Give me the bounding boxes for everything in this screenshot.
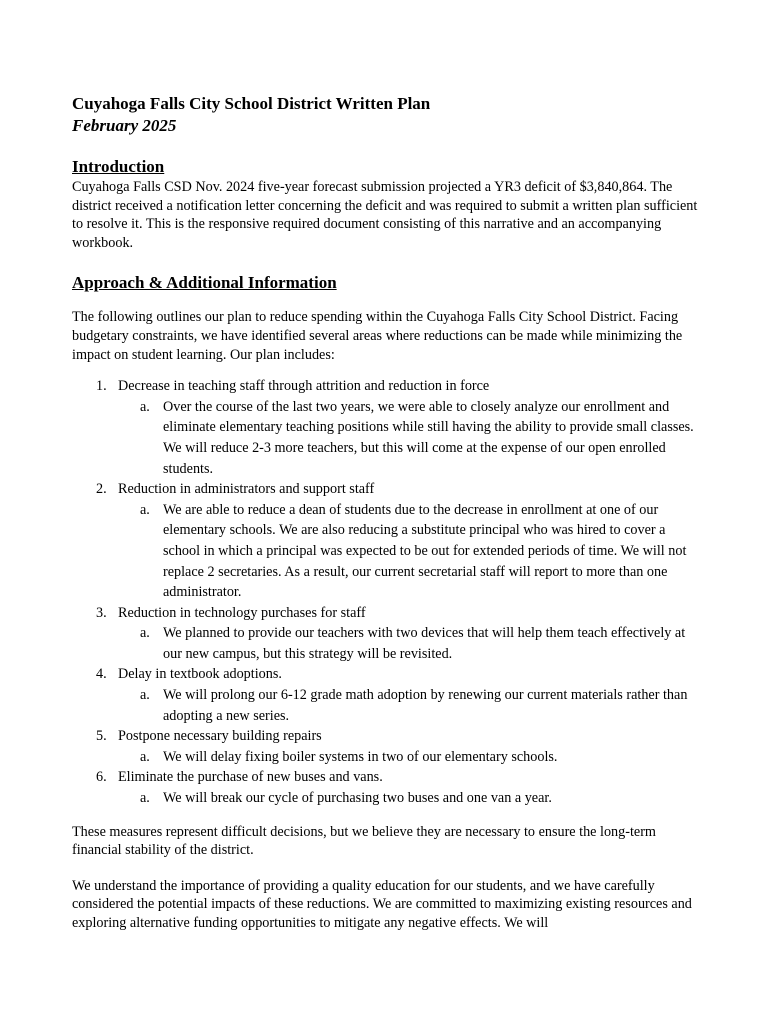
- plan-item: [72, 664, 702, 726]
- plan-item-number: 2.: [96, 481, 107, 498]
- plan-item-number: 6.: [96, 769, 107, 786]
- plan-sub-list: [118, 788, 702, 809]
- plan-sub-item-letter: a.: [140, 501, 150, 518]
- plan-item: [72, 726, 702, 767]
- plan-item-title: Decrease in teaching staff through attrition and reduction in force: [118, 378, 490, 395]
- introduction-text: Cuyahoga Falls CSD Nov. 2024 five-year forecast submission projected a YR3 deficit of $3,840,864. The district received a notification letter concerning the deficit and was required to submit a written plan sufficient to resolve it. This is the responsive required document consisting of this narrative and an accompanying workbook.: [72, 179, 698, 251]
- plan-sub-item-text: We planned to provide our teachers with two devices that will help them teach effectively at our new campus, but this strategy will be revisited.: [163, 625, 686, 662]
- plan-sub-item-letter: a.: [140, 687, 150, 704]
- plan-item-number: 3.: [96, 604, 107, 621]
- document-page: [72, 93, 702, 933]
- plan-sub-item-text: We are able to reduce a dean of students due to the decrease in enrollment at one of our elementary schools. We are also reducing a substitute principal who was hired to cover a school in which a principal was expected to be out for extended periods of time. We will not replace 2 secretaries. As a result, our current secretarial staff will report to more than one administrator.: [163, 501, 687, 601]
- plan-item-title: Delay in textbook adoptions.: [118, 666, 282, 683]
- document-title: Cuyahoga Falls City School District Written Plan: [72, 94, 431, 113]
- document-date: February 2025: [72, 116, 177, 135]
- closing-paragraph-2: We understand the importance of providing a quality education for our students, and we have carefully considered the potential impacts of these reductions. We are committed to maximizing existing resources and exploring alternative funding opportunities to mitigate any negative effects. We will: [72, 877, 692, 931]
- plan-sub-item-letter: a.: [140, 790, 150, 807]
- plan-sub-list: [118, 500, 702, 603]
- plan-sub-list: [118, 623, 702, 664]
- plan-sub-item: [118, 788, 702, 809]
- closing-paragraph-1: These measures represent difficult decisions, but we believe they are necessary to ensure the long-term financial stability of the district.: [72, 823, 656, 859]
- plan-item-number: 4.: [96, 666, 107, 683]
- plan-sub-list: [118, 747, 702, 768]
- plan-item: [72, 376, 702, 479]
- plan-item: [72, 479, 702, 603]
- plan-item: [72, 767, 702, 808]
- plan-sub-item-letter: a.: [140, 625, 150, 642]
- plan-sub-list: [118, 685, 702, 726]
- plan-list: [72, 376, 702, 808]
- plan-item: [72, 603, 702, 665]
- plan-item-title: Reduction in administrators and support staff: [118, 481, 375, 498]
- plan-sub-item-text: Over the course of the last two years, we were able to closely analyze our enrollment and eliminate elementary teaching positions while still having the ability to provide small classes. We will reduce 2-3 more teachers, but this will come at the expense of our open enrolled students.: [163, 398, 694, 477]
- plan-item-title: Reduction in technology purchases for staff: [118, 604, 366, 621]
- plan-sub-item-letter: a.: [140, 398, 150, 415]
- plan-item-number: 1.: [96, 378, 107, 395]
- plan-sub-item: [118, 500, 702, 603]
- plan-sub-item-text: We will break our cycle of purchasing two buses and one van a year.: [163, 790, 552, 807]
- plan-sub-item-text: We will delay fixing boiler systems in two of our elementary schools.: [163, 748, 558, 765]
- plan-sub-item: [118, 685, 702, 726]
- plan-sub-item: [118, 397, 702, 479]
- plan-item-number: 5.: [96, 728, 107, 745]
- approach-heading: Approach & Additional Information: [72, 273, 337, 293]
- plan-sub-item-letter: a.: [140, 748, 150, 765]
- plan-item-title: Eliminate the purchase of new buses and vans.: [118, 769, 383, 786]
- plan-item-title: Postpone necessary building repairs: [118, 728, 322, 745]
- approach-intro-text: The following outlines our plan to reduce spending within the Cuyahoga Falls City School District. Facing budgetary constraints, we have identified several areas where reductions can be made while minimizing the impact on student learning. Our plan includes:: [72, 309, 683, 363]
- plan-sub-item: [118, 747, 702, 768]
- plan-sub-item-text: We will prolong our 6-12 grade math adoption by renewing our current materials rather than adopting a new series.: [163, 687, 688, 724]
- introduction-heading: Introduction: [72, 157, 165, 176]
- plan-sub-item: [118, 623, 702, 664]
- plan-sub-list: [118, 397, 702, 479]
